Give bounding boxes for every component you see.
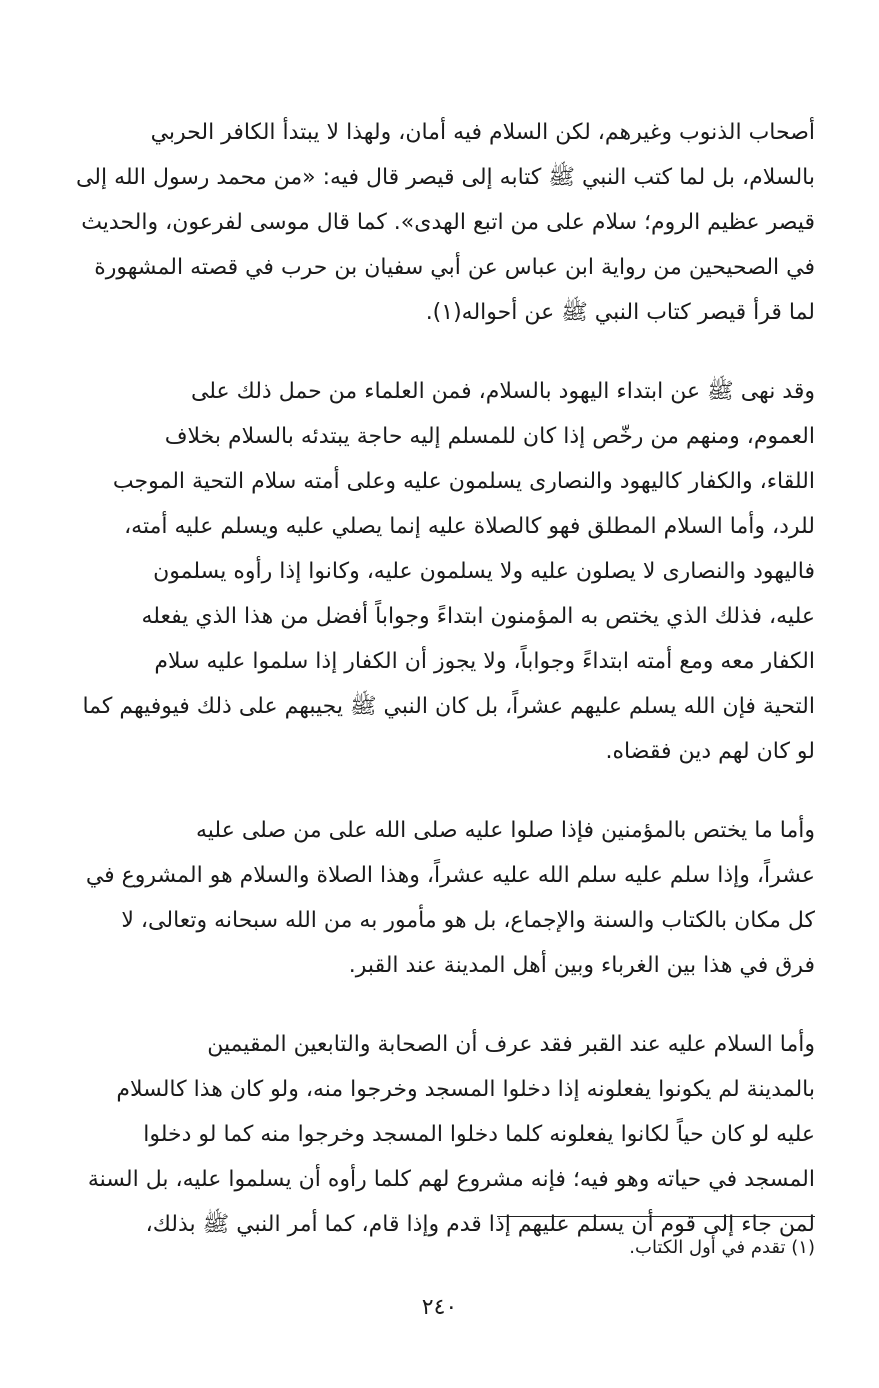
paragraph-line: لما قرأ قيصر كتاب النبي ﷺ عن أحواله(١). <box>425 300 815 325</box>
paragraph-line: المسجد في حياته وهو فيه؛ فإنه مشروع لهم كلما رأوه أن يسلموا عليه، بل السنة <box>87 1167 815 1192</box>
paragraph-line: عليه، فذلك الذي يختص به المؤمنون ابتداءً وجواباً أفضل من هذا الذي يفعله <box>141 604 815 629</box>
paragraph-line: الكفار معه ومع أمته ابتداءً وجواباً، ولا يجوز أن الكفار إذا سلموا عليه سلام <box>154 649 815 674</box>
paragraph-line: اللقاء، والكفار كاليهود والنصارى يسلمون عليه وعلى أمته سلام التحية الموجب <box>112 469 815 494</box>
page-number: ٢٤٠ <box>421 1295 458 1320</box>
paragraph-line: العموم، ومنهم من رخّص إذا كان للمسلم إليه حاجة يبتدئه بالسلام بخلاف <box>164 424 815 449</box>
paragraph-3 <box>40 808 815 988</box>
paragraph-line: بالمدينة لم يكونوا يفعلونه إذا دخلوا المسجد وخرجوا منه، ولو كان هذا كالسلام <box>116 1077 815 1102</box>
paragraph-line: عشراً، وإذا سلم عليه سلم الله عليه عشراً، وهذا الصلاة والسلام هو المشروع في <box>85 863 815 888</box>
paragraph-line: كل مكان بالكتاب والسنة والإجماع، بل هو مأمور به من الله سبحانه وتعالى، لا <box>121 908 815 933</box>
page-body <box>40 110 815 1281</box>
paragraph-line: وأما السلام عليه عند القبر فقد عرف أن الصحابة والتابعين المقيمين <box>207 1032 815 1057</box>
paragraph-line: فاليهود والنصارى لا يصلون عليه ولا يسلمون عليه، وكانوا إذا رأوه يسلمون <box>153 559 815 584</box>
paragraph-line: وقد نهى ﷺ عن ابتداء اليهود بالسلام، فمن العلماء من حمل ذلك على <box>190 379 815 404</box>
paragraph-line: أصحاب الذنوب وغيرهم، لكن السلام فيه أمان، ولهذا لا يبتدأ الكافر الحربي <box>150 120 815 145</box>
paragraph-1 <box>40 110 815 335</box>
paragraph-4 <box>40 1022 815 1247</box>
footnote-divider <box>497 1216 815 1217</box>
paragraph-2 <box>40 369 815 774</box>
paragraph-line: التحية فإن الله يسلم عليهم عشراً، بل كان النبي ﷺ يجيبهم على ذلك فيوفيهم كما <box>82 694 815 719</box>
paragraph-line: في الصحيحين من رواية ابن عباس عن أبي سفيان بن حرب في قصته المشهورة <box>94 255 815 280</box>
footnote: (١) تقدم في أول الكتاب. <box>629 1237 815 1258</box>
paragraph-line: قيصر عظيم الروم؛ سلام على من اتبع الهدى». كما قال موسى لفرعون، والحديث <box>81 210 815 235</box>
paragraph-line: للرد، وأما السلام المطلق فهو كالصلاة عليه إنما يصلي عليه ويسلم عليه أمته، <box>124 514 815 539</box>
paragraph-line: وأما ما يختص بالمؤمنين فإذا صلوا عليه صلى الله على من صلى عليه <box>196 818 815 843</box>
paragraph-line: عليه لو كان حياً لكانوا يفعلونه كلما دخلوا المسجد وخرجوا منه كما لو دخلوا <box>143 1122 815 1147</box>
paragraph-line: لو كان لهم دين فقضاه. <box>605 739 815 764</box>
paragraph-line: فرق في هذا بين الغرباء وبين أهل المدينة عند القبر. <box>348 953 815 978</box>
paragraph-line: بالسلام، بل لما كتب النبي ﷺ كتابه إلى قيصر قال فيه: «من محمد رسول الله إلى <box>75 165 815 190</box>
paragraph-line: لمن جاء إلى قوم أن يسلم عليهم إذا قدم وإذا قام، كما أمر النبي ﷺ بذلك، <box>145 1212 815 1237</box>
